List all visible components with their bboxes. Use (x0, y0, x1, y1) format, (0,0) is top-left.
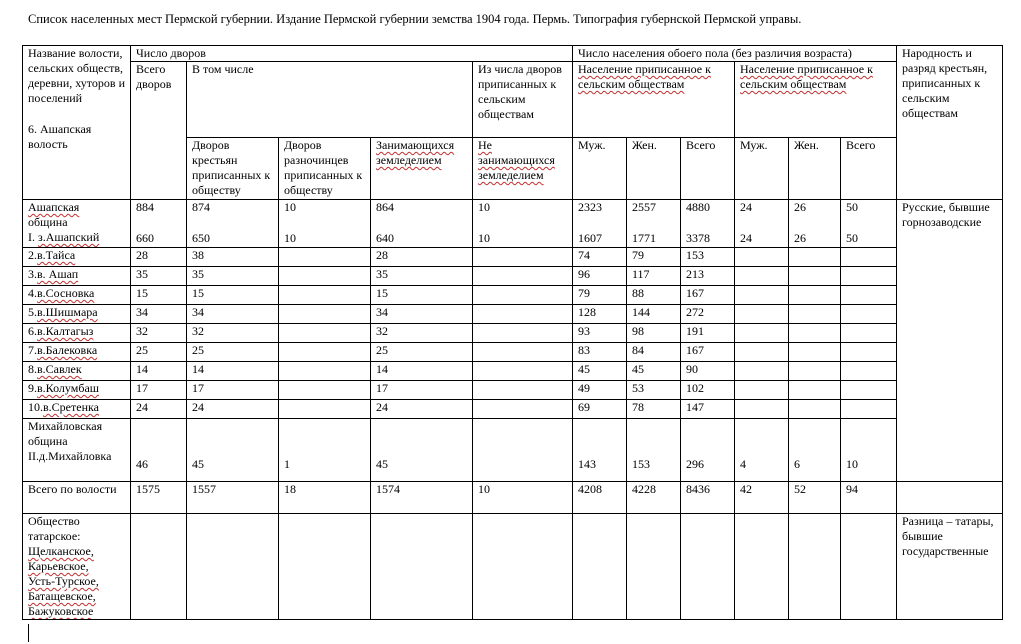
cell-farm (371, 200, 473, 248)
cell-female-2 (789, 324, 841, 343)
cell-empty (279, 514, 371, 620)
village-name: в. Ашап (37, 267, 79, 281)
cell-farm: 24 (371, 400, 473, 419)
cell-female-1: 144 (627, 305, 681, 324)
cell-farm: 1574 (371, 482, 473, 514)
cell-male-2 (735, 419, 789, 482)
cell-razn (279, 286, 371, 305)
table-row-total (23, 482, 1003, 514)
cell-farm: 32 (371, 324, 473, 343)
value: 2557 (632, 200, 656, 214)
value: 46 (136, 457, 148, 471)
cell-nationality-empty (897, 482, 1003, 514)
cell-name (23, 514, 131, 620)
cell-notfarm (473, 248, 573, 267)
cell-female-1 (627, 419, 681, 482)
cell-female-1: 88 (627, 286, 681, 305)
value: 1607 (578, 231, 602, 245)
cell-total-1: 167 (681, 286, 735, 305)
table-row (23, 343, 1003, 362)
cell-female-1: 4228 (627, 482, 681, 514)
header-row-1 (23, 46, 1003, 62)
cell-female-2 (789, 343, 841, 362)
cell-male-1: 69 (573, 400, 627, 419)
cell-empty (735, 514, 789, 620)
cell-male-2 (735, 362, 789, 381)
cell-male-1: 93 (573, 324, 627, 343)
value: 10 (284, 200, 296, 214)
value: 10 (846, 457, 858, 471)
value: 1 (284, 457, 290, 471)
cell-peasant: 35 (187, 267, 279, 286)
header-farming-text: Занимающихся земледелием (376, 138, 455, 167)
header-from-assigned: Из числа дворов приписанных к сельским обществам (473, 62, 573, 138)
cell-farm: 15 (371, 286, 473, 305)
tatar-line-5: Усть-Турское, (28, 574, 99, 588)
cell-farm: 25 (371, 343, 473, 362)
table-row (23, 267, 1003, 286)
cell-total-1: 102 (681, 381, 735, 400)
cell-total-hh: 25 (131, 343, 187, 362)
village-name: в.Колумбаш (37, 381, 100, 395)
village-name: в.Савлек (37, 362, 82, 376)
cell-notfarm (473, 343, 573, 362)
value: 143 (578, 457, 596, 471)
cell-male-2 (735, 305, 789, 324)
value: 6 (794, 457, 800, 471)
cell-total-1: 213 (681, 267, 735, 286)
cell-name (23, 324, 131, 343)
header-male-1: Муж. (573, 138, 627, 200)
cell-empty (187, 514, 279, 620)
village-number: 10. (28, 400, 43, 414)
table-row (23, 324, 1003, 343)
cell-total-2 (841, 343, 897, 362)
cell-female-2 (789, 400, 841, 419)
value: 10 (478, 200, 490, 214)
cell-female-2: 52 (789, 482, 841, 514)
table-row-ashap (23, 200, 1003, 248)
cell-total-2 (841, 362, 897, 381)
table-row (23, 305, 1003, 324)
village-number: 3. (28, 267, 37, 281)
cell-name (23, 362, 131, 381)
value: 1771 (632, 231, 656, 245)
cell-peasant: 38 (187, 248, 279, 267)
cell-empty (841, 514, 897, 620)
cell-total-2 (841, 419, 897, 482)
cell-female-2 (789, 248, 841, 267)
header-nationality: Народность и разряд крестьян, приписанных к сельским обществам (897, 46, 1003, 200)
header-pop-assigned-2-text: Население приписанное к сельским обществам (740, 62, 873, 91)
cell-total-hh: 17 (131, 381, 187, 400)
village-name: в.Шишмара (37, 305, 98, 319)
cell-total-1: 8436 (681, 482, 735, 514)
header-name-text: Название волости, сельских обществ, деревни, хуторов и поселений (28, 46, 125, 105)
value: 26 (794, 200, 806, 214)
cell-peasant (187, 200, 279, 248)
cell-female-2 (789, 419, 841, 482)
cell-total-hh: 24 (131, 400, 187, 419)
header-total-1: Всего (681, 138, 735, 200)
cell-total-hh: 14 (131, 362, 187, 381)
village-name: в.Сосновка (37, 286, 95, 300)
value: 660 (136, 231, 154, 245)
header-male-2: Муж. (735, 138, 789, 200)
value: 10 (284, 231, 296, 245)
village-number: 7. (28, 343, 37, 357)
cell-female-2 (789, 200, 841, 248)
cell-male-1: 96 (573, 267, 627, 286)
cell-name (23, 305, 131, 324)
cell-nationality-tatar: Разница – татары, бывшие государственные (897, 514, 1003, 620)
cell-razn (279, 400, 371, 419)
cell-male-2: 42 (735, 482, 789, 514)
cell-male-2 (735, 400, 789, 419)
cell-razn (279, 343, 371, 362)
mikh-name-a: Михайловская (28, 419, 103, 433)
value: 884 (136, 200, 154, 214)
cell-notfarm (473, 286, 573, 305)
cell-total-1: 191 (681, 324, 735, 343)
header-pop-assigned-1 (573, 62, 735, 138)
header-including: В том числе (187, 62, 473, 138)
village-name: в.Тайса (37, 248, 76, 262)
cell-female-1: 84 (627, 343, 681, 362)
cell-farm: 34 (371, 305, 473, 324)
table-row (23, 381, 1003, 400)
table-row-tatar (23, 514, 1003, 620)
cell-total-1: 153 (681, 248, 735, 267)
value: 45 (192, 457, 204, 471)
cell-male-2 (735, 248, 789, 267)
cell-total-hh: 32 (131, 324, 187, 343)
cell-male-1: 45 (573, 362, 627, 381)
cell-male-2 (735, 381, 789, 400)
cell-name (23, 200, 131, 248)
cell-razn (279, 324, 371, 343)
ashap-name-b: община (28, 215, 68, 229)
header-farming (371, 138, 473, 200)
cell-name (23, 419, 131, 482)
cell-farm: 28 (371, 248, 473, 267)
cell-male-2 (735, 324, 789, 343)
cell-farm (371, 419, 473, 482)
cell-male-1: 49 (573, 381, 627, 400)
value: 26 (794, 231, 806, 245)
cell-total-2 (841, 286, 897, 305)
cell-total-hh (131, 419, 187, 482)
cell-female-1: 79 (627, 248, 681, 267)
tatar-line-4: Карьевское, (28, 559, 89, 573)
cell-peasant: 25 (187, 343, 279, 362)
header-female-2: Жен. (789, 138, 841, 200)
value: 50 (846, 200, 858, 214)
cell-razn (279, 248, 371, 267)
mikh-name-b: община (28, 434, 68, 448)
cell-name (23, 248, 131, 267)
cell-empty (131, 514, 187, 620)
cell-peasant: 17 (187, 381, 279, 400)
village-number: 2. (28, 248, 37, 262)
value: 296 (686, 457, 704, 471)
cell-peasant: 14 (187, 362, 279, 381)
cell-farm: 35 (371, 267, 473, 286)
cell-total-1: 167 (681, 343, 735, 362)
table-row (23, 362, 1003, 381)
cell-male-1: 128 (573, 305, 627, 324)
header-name (23, 46, 131, 200)
cell-total-2 (841, 248, 897, 267)
cell-total-2: 94 (841, 482, 897, 514)
header-raznochin-households: Дворов разночинцев приписанных к обществу (279, 138, 371, 200)
header-not-farming (473, 138, 573, 200)
village-number: 6. (28, 324, 37, 338)
cell-total-hh: 1575 (131, 482, 187, 514)
cell-female-1 (627, 200, 681, 248)
cell-male-2 (735, 286, 789, 305)
cell-total-2 (841, 324, 897, 343)
cell-total-hh: 34 (131, 305, 187, 324)
cell-razn (279, 362, 371, 381)
village-number: 5. (28, 305, 37, 319)
cell-notfarm (473, 200, 573, 248)
value: 864 (376, 200, 394, 214)
cell-razn (279, 305, 371, 324)
table-row-mikhailovskaya (23, 419, 1003, 482)
cell-female-2 (789, 305, 841, 324)
cell-razn (279, 381, 371, 400)
cell-male-1 (573, 200, 627, 248)
cell-nationality-russian: Русские, бывшие горнозаводские (897, 200, 1003, 482)
header-female-1: Жен. (627, 138, 681, 200)
tatar-line-3: Щелканское, (28, 544, 94, 558)
cell-notfarm (473, 267, 573, 286)
cell-total-1 (681, 419, 735, 482)
cell-male-1: 79 (573, 286, 627, 305)
cell-empty (573, 514, 627, 620)
ashap-name-c: I. (28, 230, 38, 244)
cell-total-2 (841, 267, 897, 286)
value: 10 (478, 231, 490, 245)
cell-total-2 (841, 400, 897, 419)
cell-total-1: 90 (681, 362, 735, 381)
village-name: в.Калтагыз (37, 324, 94, 338)
village-number: 4. (28, 286, 37, 300)
cell-notfarm: 10 (473, 482, 573, 514)
census-table (22, 45, 1003, 620)
header-not-farming-text: Не занимающихся земледелием (478, 138, 555, 182)
text-cursor (28, 624, 29, 642)
header-row-2 (23, 62, 1003, 138)
cell-empty (371, 514, 473, 620)
cell-razn (279, 200, 371, 248)
cell-female-2 (789, 267, 841, 286)
table-row (23, 248, 1003, 267)
header-pop-assigned-1-text: Население приписанное к сельским обществам (578, 62, 711, 91)
village-name: в.Сретенка (43, 400, 99, 414)
cell-female-1: 53 (627, 381, 681, 400)
cell-female-2 (789, 362, 841, 381)
cell-razn (279, 267, 371, 286)
cell-female-1: 45 (627, 362, 681, 381)
cell-empty (473, 514, 573, 620)
cell-notfarm (473, 400, 573, 419)
cell-empty (627, 514, 681, 620)
cell-male-1: 83 (573, 343, 627, 362)
cell-female-2 (789, 286, 841, 305)
village-number: 9. (28, 381, 37, 395)
cell-total-2 (841, 381, 897, 400)
value: 4 (740, 457, 746, 471)
table-row (23, 286, 1003, 305)
cell-notfarm (473, 362, 573, 381)
cell-female-1: 78 (627, 400, 681, 419)
cell-total-label: Всего по волости (23, 482, 131, 514)
value: 650 (192, 231, 210, 245)
cell-farm: 14 (371, 362, 473, 381)
value: 3378 (686, 231, 710, 245)
value: 874 (192, 200, 210, 214)
value: 50 (846, 231, 858, 245)
cell-farm: 17 (371, 381, 473, 400)
table-row (23, 400, 1003, 419)
cell-female-1: 98 (627, 324, 681, 343)
cell-total-1: 147 (681, 400, 735, 419)
cell-peasant: 32 (187, 324, 279, 343)
cell-name (23, 400, 131, 419)
cell-total-hh (131, 200, 187, 248)
value: 640 (376, 231, 394, 245)
value: 24 (740, 231, 752, 245)
village-name: в.Балековка (37, 343, 98, 357)
cell-male-1: 74 (573, 248, 627, 267)
cell-notfarm (473, 305, 573, 324)
value: 24 (740, 200, 752, 214)
ashap-name-d: з.Ашапский (38, 230, 100, 244)
document-title: Список населенных мест Пермской губернии. Издание Пермской губернии земства 1904 года. Пермь. Типография губернской Пермской управы. (28, 12, 802, 26)
cell-razn (279, 419, 371, 482)
cell-peasant: 1557 (187, 482, 279, 514)
cell-peasant (187, 419, 279, 482)
header-total-2: Всего (841, 138, 897, 200)
ashap-name-a: Ашапская (28, 200, 80, 214)
cell-notfarm (473, 324, 573, 343)
cell-male-1 (573, 419, 627, 482)
cell-female-1: 117 (627, 267, 681, 286)
header-pop-assigned-2 (735, 62, 897, 138)
value: 45 (376, 457, 388, 471)
cell-name (23, 381, 131, 400)
header-peasant-households: Дворов крестьян приписанных к обществу (187, 138, 279, 200)
cell-total-hh: 28 (131, 248, 187, 267)
cell-total-2 (841, 305, 897, 324)
cell-peasant: 34 (187, 305, 279, 324)
header-households: Число дворов (131, 46, 573, 62)
value: 2323 (578, 200, 602, 214)
cell-total-1: 272 (681, 305, 735, 324)
mikh-name-c: II.д.Михайловка (28, 449, 112, 463)
cell-female-2 (789, 381, 841, 400)
village-number: 8. (28, 362, 37, 376)
cell-empty (681, 514, 735, 620)
cell-total-hh: 35 (131, 267, 187, 286)
cell-notfarm (473, 419, 573, 482)
value: 153 (632, 457, 650, 471)
cell-razn: 18 (279, 482, 371, 514)
cell-name (23, 343, 131, 362)
cell-name (23, 267, 131, 286)
tatar-line-2: татарское: (28, 529, 81, 543)
cell-empty (789, 514, 841, 620)
tatar-line-1: Общество (28, 514, 80, 528)
cell-male-2 (735, 200, 789, 248)
cell-total-hh: 15 (131, 286, 187, 305)
header-total-households: Всего дворов (131, 62, 187, 200)
cell-male-2 (735, 343, 789, 362)
cell-notfarm (473, 381, 573, 400)
cell-total-1 (681, 200, 735, 248)
header-volost-text: 6. Ашапская волость (28, 122, 92, 151)
value: 4880 (686, 200, 710, 214)
tatar-line-7: Бажуковское (28, 604, 94, 618)
cell-male-2 (735, 267, 789, 286)
header-population: Число населения обоего пола (без различия возраста) (573, 46, 897, 62)
tatar-line-6: Батащевское, (28, 589, 96, 603)
cell-name (23, 286, 131, 305)
cell-male-1: 4208 (573, 482, 627, 514)
cell-peasant: 24 (187, 400, 279, 419)
cell-peasant: 15 (187, 286, 279, 305)
cell-total-2 (841, 200, 897, 248)
